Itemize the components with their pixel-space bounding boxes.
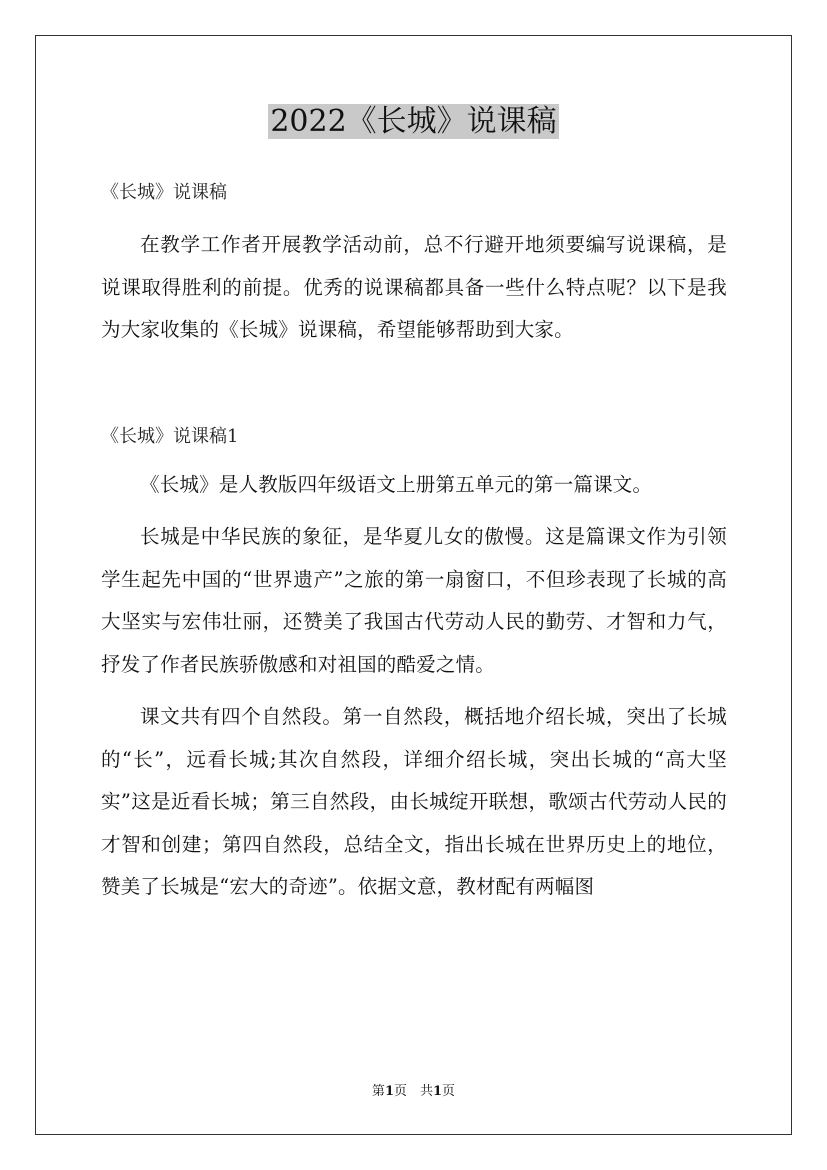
intro-heading: 《长城》说课稿 [101,182,227,203]
footer-page-current: 1 [384,1084,394,1099]
footer-page-suffix: 页 [442,1084,456,1099]
footer-page-mid: 页 共 [393,1084,433,1099]
footer-page-prefix: 第 [371,1084,385,1099]
intro-paragraph: 在教学工作者开展教学活动前，总不行避开地须要编写说课稿，是说课取得胜利的前提。优秀的说课稿都具备一些什么特点呢？以下是我为大家收集的《长城》说课稿，希望能够帮助到大家。 [101,233,727,341]
section1-paragraph-1: 《长城》是人教版四年级语文上册第五单元的第一篇课文。 [140,472,653,496]
page-footer [0,1083,827,1101]
document-body [101,178,727,909]
section1-heading: 《长城》说课稿1 [101,425,239,447]
section1-paragraph-3: 课文共有四个自然段。第一自然段，概括地介绍长城，突出了长城的“长”，远看长城;其次自然段，详细介绍长城，突出长城的“高大坚实”这是近看长城；第三自然段，由长城绽开联想，歌颂古代劳动人民的才智和创建；第四自然段，总结全文，指出长城在世界历史上的地位，赞美了长城是“宏大的奇迹”。依据文意，教材配有两幅图 [101,705,727,898]
footer-page-total: 1 [433,1084,443,1099]
section1-paragraph-2: 长城是中华民族的象征，是华夏儿女的傲慢。这是篇课文作为引领学生起先中国的“世界遗产”之旅的第一扇窗口，不但珍表现了长城的高大坚实与宏伟壮丽，还赞美了我国古代劳动人民的勤劳、才智和力气，抒发了作者民族骄傲感和对祖国的酷爱之情。 [101,525,727,676]
document-title-text: 2022《长城》说课稿 [270,104,557,139]
document-title [0,100,827,144]
